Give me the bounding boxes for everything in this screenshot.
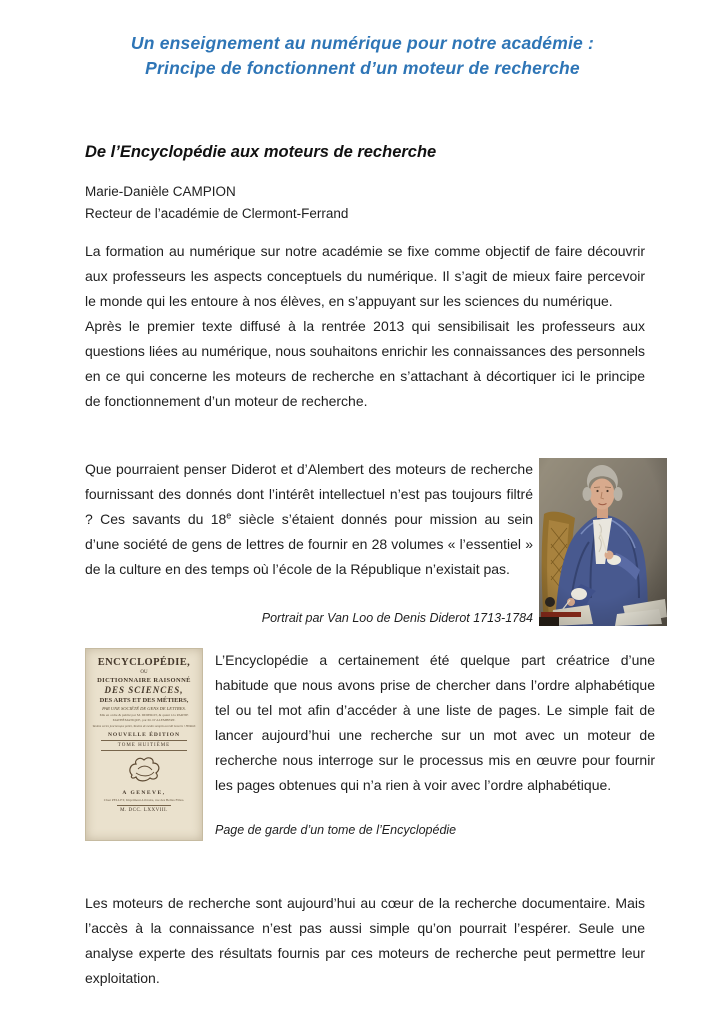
ornament-engraving-icon xyxy=(124,754,164,782)
book-tome: TOME HUITIÈME xyxy=(117,742,171,748)
book-caption: Page de garde d’un tome de l’Encyclopédie xyxy=(215,823,457,837)
document-title-line1: Un enseignement au numérique pour notre académie : xyxy=(130,33,595,53)
document-title-line2: Principe de fonctionnent d’un moteur de recherche xyxy=(145,58,580,78)
book-ou: OU xyxy=(140,670,148,675)
paragraph-3-text-b: siècle s’étaient donnés pour mission au sein d’une société de gens de lettres de fournir en 28 volumes « l’essentiel » de la culture en des temps où l’école de la République n’existait pas. xyxy=(85,511,533,577)
book-sciences: DES SCIENCES, xyxy=(104,685,184,695)
book-arts: DES ARTS ET DES MÉTIERS, xyxy=(99,697,189,704)
book-place: A GENEVE, xyxy=(122,789,166,796)
byline xyxy=(85,181,645,225)
portrait-caption: Portrait par Van Loo de Denis Diderot 1713-1784 xyxy=(261,611,533,625)
paragraph-1: La formation au numérique sur notre académie se fixe comme objectif de faire découvrir aux professeurs les aspects conceptuels du numérique. Il s’agit de mieux faire percevoir le monde qui les entoure à nos élèves, en s’appuyant sur les sciences du numérique. xyxy=(85,243,645,309)
encyclopedie-cover-image xyxy=(85,648,203,841)
book-edition: NOUVELLE ÉDITION xyxy=(107,731,181,738)
document-title xyxy=(0,31,725,81)
book-ornament xyxy=(91,754,197,787)
book-rule-top xyxy=(101,740,187,741)
author-role: Recteur de l’académie de Clermont-Ferrand xyxy=(85,206,349,221)
book-imprint: Chez PELLET, Imprimeur-Libraire, rue des Belles Filles. xyxy=(103,797,185,802)
book-fineprint-1: Mis en ordre & publié par M. DIDEROT, & quant à la PARTIE MATHÉMATIQUE, par M. D’ALEMBERT. xyxy=(99,713,189,722)
intro-paragraphs xyxy=(85,239,645,414)
paragraph-4: L’Encyclopédie a certainement été quelque part créatrice d’une habitude que nous avons prise de chercher dans l’ordre alphabétique tel ou tel mot afin d’accéder à une liste de pages. Le simple fait de lancer aujourd’hui une recherche sur un mot avec un moteur de recherche nous interroge sur le processus mis en œuvre pour fournir les pages obtenues qui n’a rien à voir avec l’ordre alphabétique. xyxy=(215,652,655,793)
paragraph-2: Après le premier texte diffusé à la rentrée 2013 qui sensibilisait les professeurs aux questions liées au numérique, nous souhaitons enrichir les connaissances des personnels en ce qui concerne les moteurs de recherche en s’attachant à décortiquer ici le principe de fonctionnement d’un moteur de recherche. xyxy=(85,318,645,409)
book-fineprint-2: Tantùm series juncturaque pollet, Tantùm de medio sumptis accedit honoris ! HORAT. xyxy=(92,724,196,728)
book-dictionnaire: DICTIONNAIRE RAISONNÉ xyxy=(97,677,191,684)
book-societe: PAR UNE SOCIÉTÉ DE GENS DE LETTRES. xyxy=(102,706,186,711)
superscript-e: e xyxy=(226,510,232,521)
author-name: Marie-Danièle CAMPION xyxy=(85,184,236,199)
book-title: ENCYCLOPÉDIE, xyxy=(97,657,191,668)
section-heading: De l’Encyclopédie aux moteurs de recherche xyxy=(85,143,437,161)
book-rule-bottom xyxy=(101,750,187,751)
paragraph-3 xyxy=(85,457,533,582)
paragraph-5: Les moteurs de recherche sont aujourd’hui au cœur de la recherche documentaire. Mais l’accès à la connaissance n’est pas aussi simple qu’on pourrait l’espérer. Seule une analyse experte des résultats fournis par ces moteurs de recherche peut permettre leur exploitation. xyxy=(85,895,645,986)
diderot-portrait-image xyxy=(539,458,667,626)
book-rule-imprint xyxy=(117,805,171,806)
book-year: M. DCC. LXXVIII. xyxy=(120,807,168,813)
paragraph-3-text-a: Que pourraient penser Diderot et d’Alembert des moteurs de recherche fournissant des donnés dont l’intérêt intellectuel n’est pas toujours filtré ? Ces savants du 18 xyxy=(85,461,533,527)
